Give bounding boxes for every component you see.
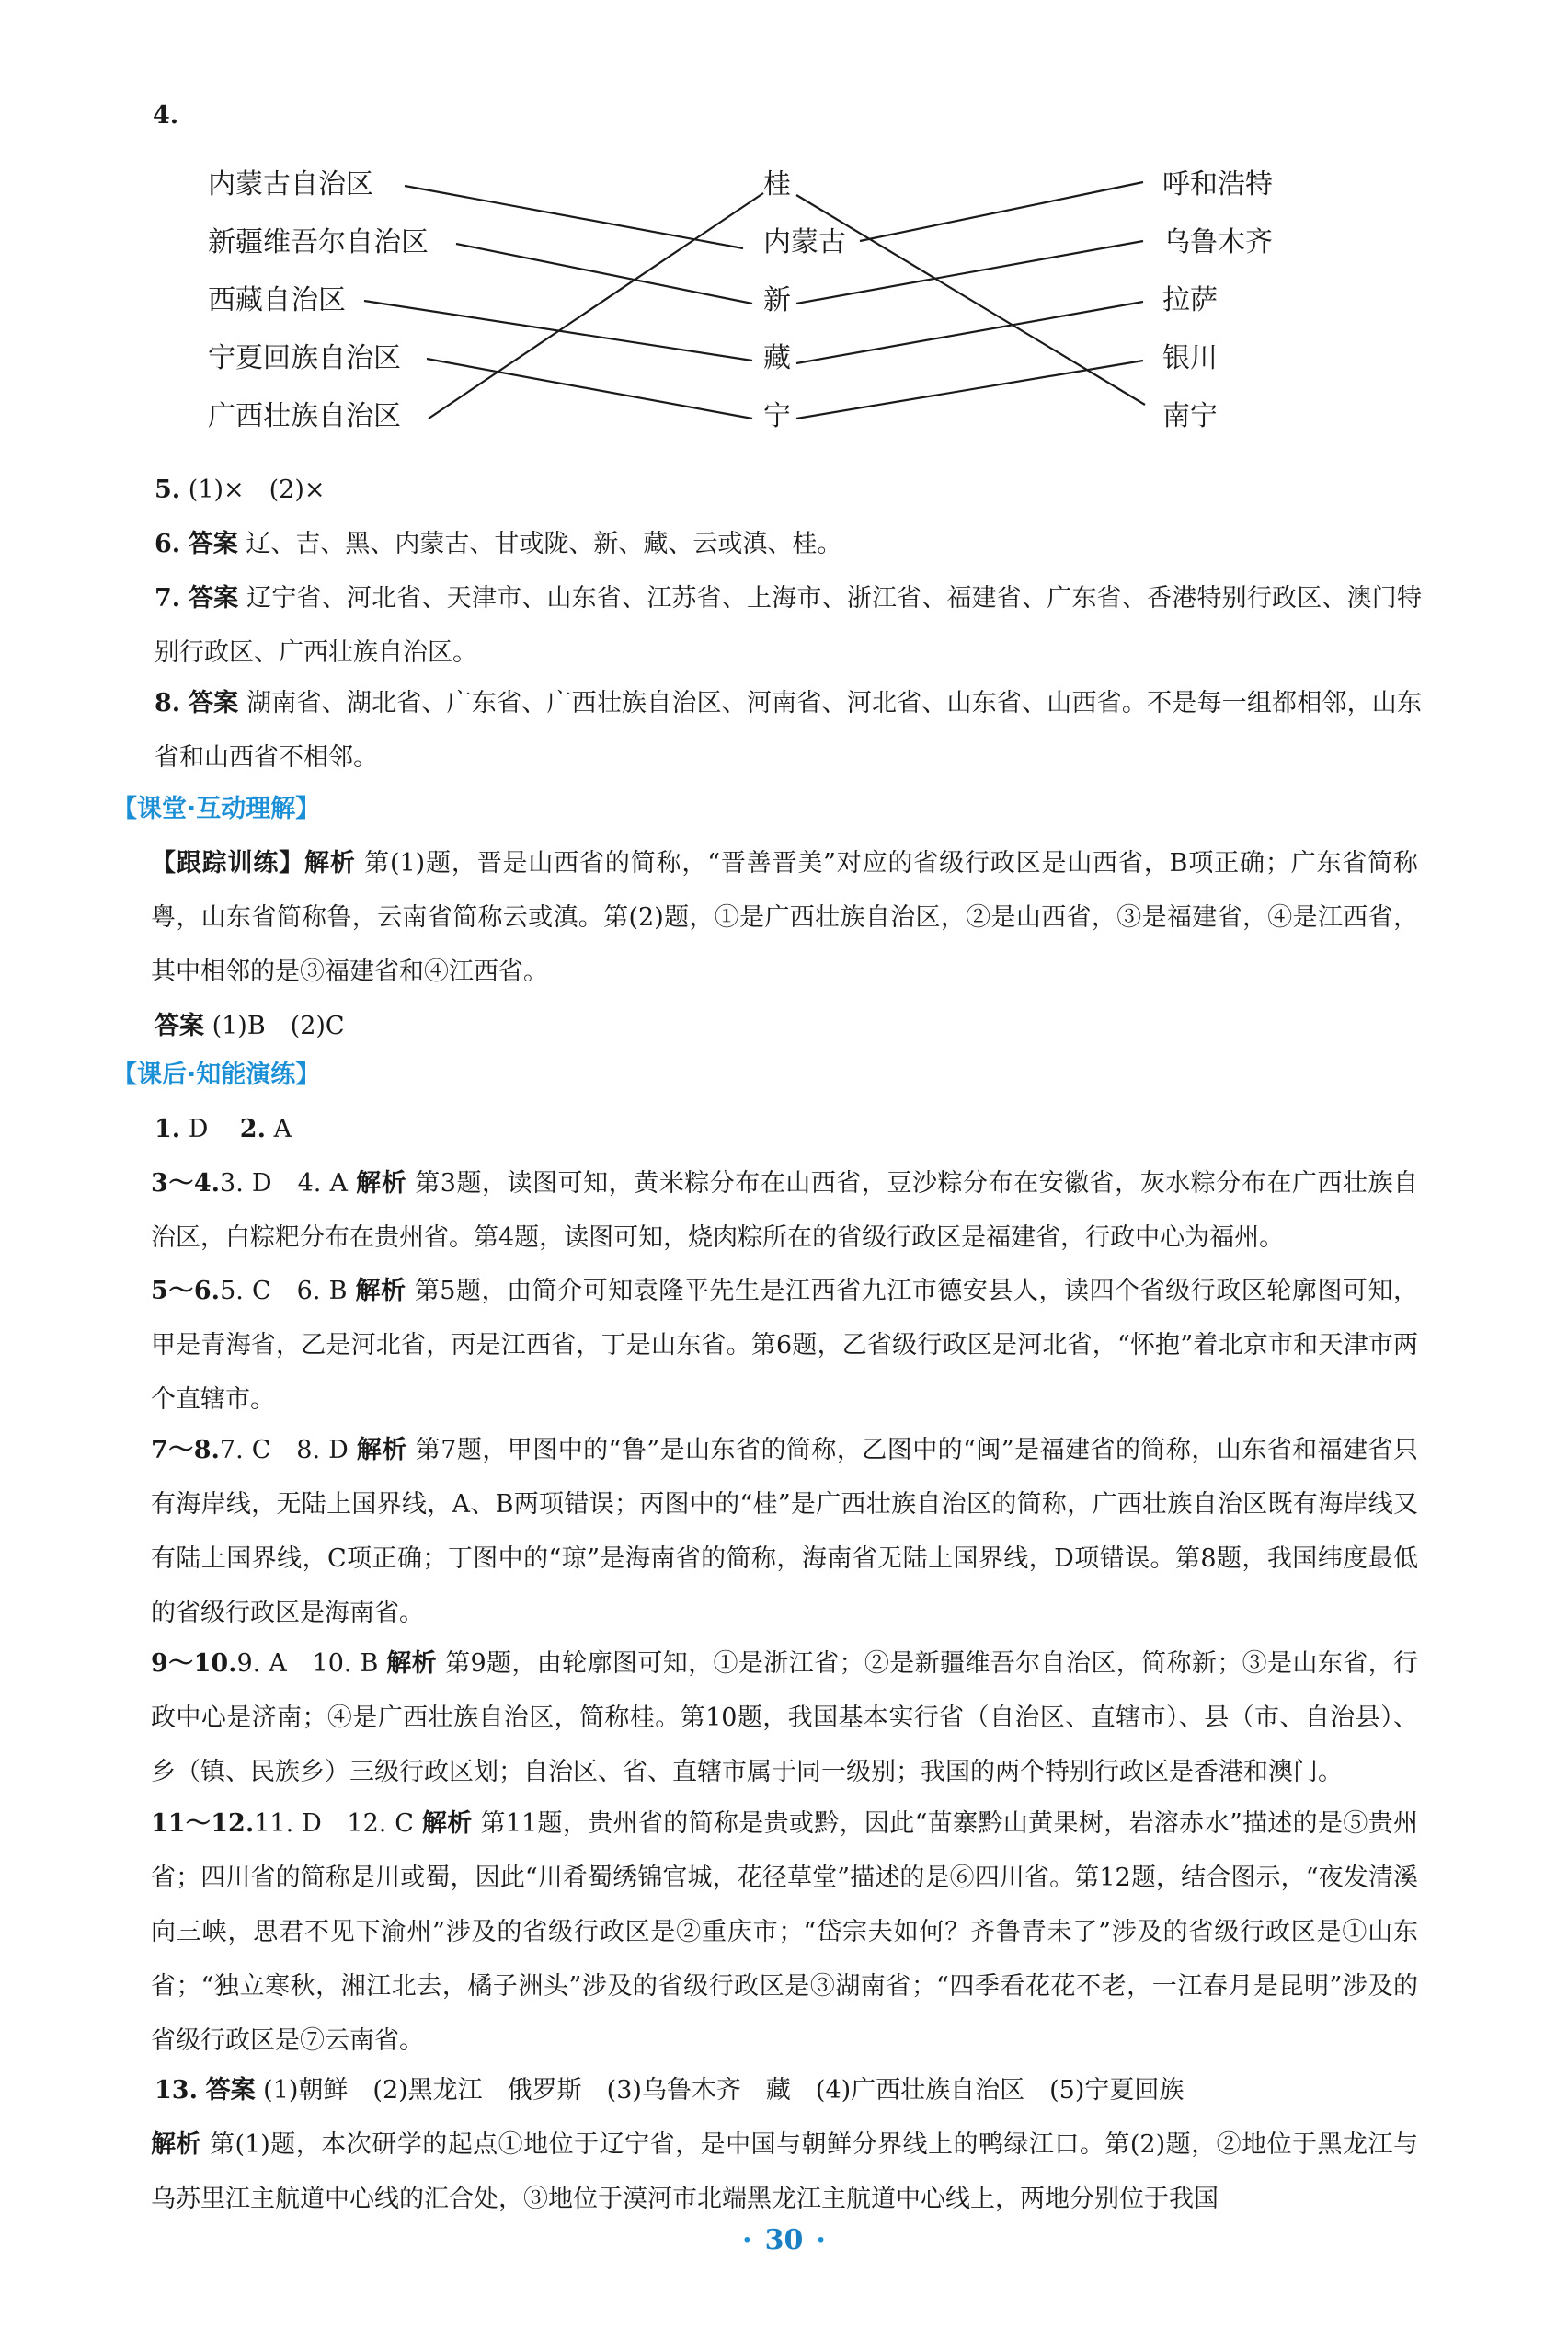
q8-key: 答案 <box>188 689 239 717</box>
item-number: 11～12. <box>151 1809 255 1838</box>
q6-answer: 辽、吉、黑、内蒙古、甘或陇、新、藏、云或滇、桂。 <box>246 530 842 558</box>
middle-item: 桂 <box>763 168 791 201</box>
item-number: 5～6. <box>151 1277 221 1305</box>
q2-number: 2. <box>239 1115 266 1143</box>
q8-number: 8. <box>155 689 181 717</box>
line-ning-yinchuan <box>796 361 1143 419</box>
item-text: 第7题，甲图中的“鲁”是山东省的简称，乙图中的“闽”是福建省的简称，山东省和福建省只有海岸线，无陆上国界线，A、B两项错误；丙图中的“桂”是广西壮族自治区的简称，广西壮族自治区既有海岸线又有陆上国界线，C项正确；丁图中的“琼”是海南省的简称，海南省无陆上国界线，D项错误。第8题，我国纬度最低的省级行政区是海南省。 <box>151 1436 1418 1627</box>
item-answer: 7. C 8. D <box>219 1436 349 1464</box>
line-xin-wulumuqi <box>796 241 1143 304</box>
item-key: 解析 <box>421 1809 473 1838</box>
item-key: 解析 <box>356 1169 407 1198</box>
track-paragraph <box>151 836 1418 999</box>
track-answer-line <box>155 999 1422 1053</box>
right-item: 拉萨 <box>1162 284 1218 316</box>
q13-analysis-key: 解析 <box>151 2130 201 2159</box>
left-item: 宁夏回族自治区 <box>208 342 401 374</box>
q5-number: 5. <box>155 476 181 504</box>
right-item: 银川 <box>1162 342 1218 374</box>
q7-8-paragraph <box>151 1423 1418 1640</box>
q5-6-paragraph <box>151 1264 1418 1427</box>
item-text: 第5题，由简介可知袁隆平先生是江西省九江市德安县人，读四个省级行政区轮廓图可知，甲是青海省，乙是河北省，丙是江西省，丁是山东省。第6题，乙省级行政区是河北省，“怀抱”着北京市和天津市两个直辖市。 <box>151 1277 1418 1414</box>
q7-number: 7. <box>155 584 181 613</box>
matching-diagram <box>0 0 1568 478</box>
q11-12-paragraph <box>151 1796 1418 2068</box>
q13-analysis-text: 第(1)题，本次研学的起点①地位于辽宁省，是中国与朝鲜分界线上的鸭绿江口。第(2)题，②地位于黑龙江与乌苏里江主航道中心线的汇合处，③地位于漠河市北端黑龙江主航道中心线上，两地分别位于我国 <box>151 2130 1418 2213</box>
middle-item: 新 <box>763 284 791 316</box>
q2-answer: A <box>273 1115 292 1143</box>
q4-number: 4. <box>153 101 179 130</box>
bullet-left: · <box>742 2224 752 2256</box>
line-neimenggu <box>405 186 743 248</box>
right-item: 呼和浩特 <box>1162 168 1273 201</box>
middle-item: 藏 <box>763 342 791 374</box>
track-answer: (1)B (2)C <box>212 1012 345 1040</box>
page-number: 30 <box>764 2224 804 2256</box>
line-gui-nanning <box>796 195 1145 405</box>
section-heading-afterclass: 【课后·知能演练】 <box>112 1061 321 1089</box>
item-text: 第11题，贵州省的简称是贵或黔，因此“苗寨黔山黄果树，岩溶赤水”描述的是⑤贵州省；四川省的简称是川或蜀，因此“川肴蜀绣锦官城，花径草堂”描述的是⑥四川省。第12题，结合图示，“夜发清溪向三峡，思君不见下渝州”涉及的省级行政区是②重庆市；“岱宗夫如何？齐鲁青未了”涉及的省级行政区是①山东省；“独立寒秋，湘江北去，橘子洲头”涉及的省级行政区是③湖南省；“四季看花花不老，一江春月是昆明”涉及的省级行政区是⑦云南省。 <box>151 1809 1418 2055</box>
q7-paragraph <box>155 571 1422 680</box>
q1-answer: D <box>188 1115 209 1143</box>
q8-paragraph <box>155 676 1422 785</box>
q13-number: 13. <box>155 2076 198 2105</box>
line-guangxi <box>429 193 763 419</box>
q5-line <box>155 463 1422 517</box>
q6-number: 6. <box>155 530 181 558</box>
q6-key: 答案 <box>188 530 238 558</box>
item-text: 第3题，读图可知，黄米粽分布在山西省，豆沙粽分布在安徽省，灰水粽分布在广西壮族自治区，白粽粑分布在贵州省。第4题，读图可知，烧肉粽所在的省级行政区是福建省，行政中心为福州。 <box>151 1169 1418 1252</box>
left-item: 内蒙古自治区 <box>208 168 373 201</box>
q13-answer: (1)朝鲜 (2)黑龙江 俄罗斯 (3)乌鲁木齐 藏 (4)广西壮族自治区 (5)宁夏回族 <box>263 2076 1185 2105</box>
item-text: 第9题，由轮廓图可知，①是浙江省；②是新疆维吾尔自治区，简称新；③是山东省，行政中心是济南；④是广西壮族自治区，简称桂。第10题，我国基本实行省（自治区、直辖市）、县（市、自治县）、乡（镇、民族乡）三级行政区划；自治区、省、直辖市属于同一级别；我国的两个特别行政区是香港和澳门。 <box>151 1649 1418 1786</box>
q7-key: 答案 <box>188 584 239 613</box>
q8-answer: 湖南省、湖北省、广东省、广西壮族自治区、河南省、河北省、山东省、山西省。不是每一组都相邻，山东省和山西省不相邻。 <box>155 689 1422 772</box>
q5-answer: (1)× (2)× <box>188 476 326 504</box>
line-nmg-huhehaote <box>860 182 1143 241</box>
q7-answer: 辽宁省、河北省、天津市、山东省、江苏省、上海市、浙江省、福建省、广东省、香港特别行政区、澳门特别行政区、广西壮族自治区。 <box>155 584 1422 667</box>
item-key: 解析 <box>355 1277 406 1305</box>
left-item: 新疆维吾尔自治区 <box>208 226 429 258</box>
right-item: 南宁 <box>1162 400 1218 432</box>
left-item: 西藏自治区 <box>208 284 346 316</box>
right-item: 乌鲁木齐 <box>1162 226 1273 258</box>
line-xinjiang <box>456 244 752 304</box>
item-answer: 3. D 4. A <box>220 1169 348 1198</box>
track-tag: 【跟踪训练】 <box>151 849 305 878</box>
q9-10-paragraph <box>151 1636 1418 1799</box>
item-key: 解析 <box>386 1649 438 1678</box>
item-answer: 11. D 12. C <box>254 1809 414 1838</box>
line-zang-lasa <box>796 302 1143 363</box>
middle-item: 内蒙古 <box>763 226 846 258</box>
q13-analysis <box>151 2117 1418 2226</box>
bullet-right: · <box>816 2224 826 2256</box>
middle-item: 宁 <box>763 400 791 432</box>
line-ningxia <box>427 359 752 419</box>
q3-4-paragraph <box>151 1156 1418 1265</box>
q1-number: 1. <box>155 1115 181 1143</box>
q6-line <box>155 517 1422 571</box>
left-item: 广西壮族自治区 <box>208 400 401 432</box>
section-heading-classroom: 【课堂·互动理解】 <box>112 795 321 823</box>
item-number: 3～4. <box>151 1169 221 1198</box>
q13-key: 答案 <box>205 2076 256 2105</box>
q13-answer-line <box>155 2063 1422 2117</box>
track-text: 第(1)题，晋是山西省的简称，“晋善晋美”对应的省级行政区是山西省，B项正确；广东省简称粤，山东省简称鲁，云南省简称云或滇。第(2)题，①是广西壮族自治区，②是山西省，③是福建省，④是江西省，其中相邻的是③福建省和④江西省。 <box>151 849 1418 986</box>
item-answer: 9. A 10. B <box>236 1649 379 1678</box>
track-answer-key: 答案 <box>155 1012 204 1040</box>
track-key: 解析 <box>304 849 356 878</box>
item-number: 9～10. <box>151 1649 237 1678</box>
item-number: 7～8. <box>151 1436 220 1464</box>
item-answer: 5. C 6. B <box>220 1277 348 1305</box>
page-number-footer <box>0 2224 1568 2256</box>
q1-2-line <box>155 1102 1422 1156</box>
item-key: 解析 <box>356 1436 407 1464</box>
